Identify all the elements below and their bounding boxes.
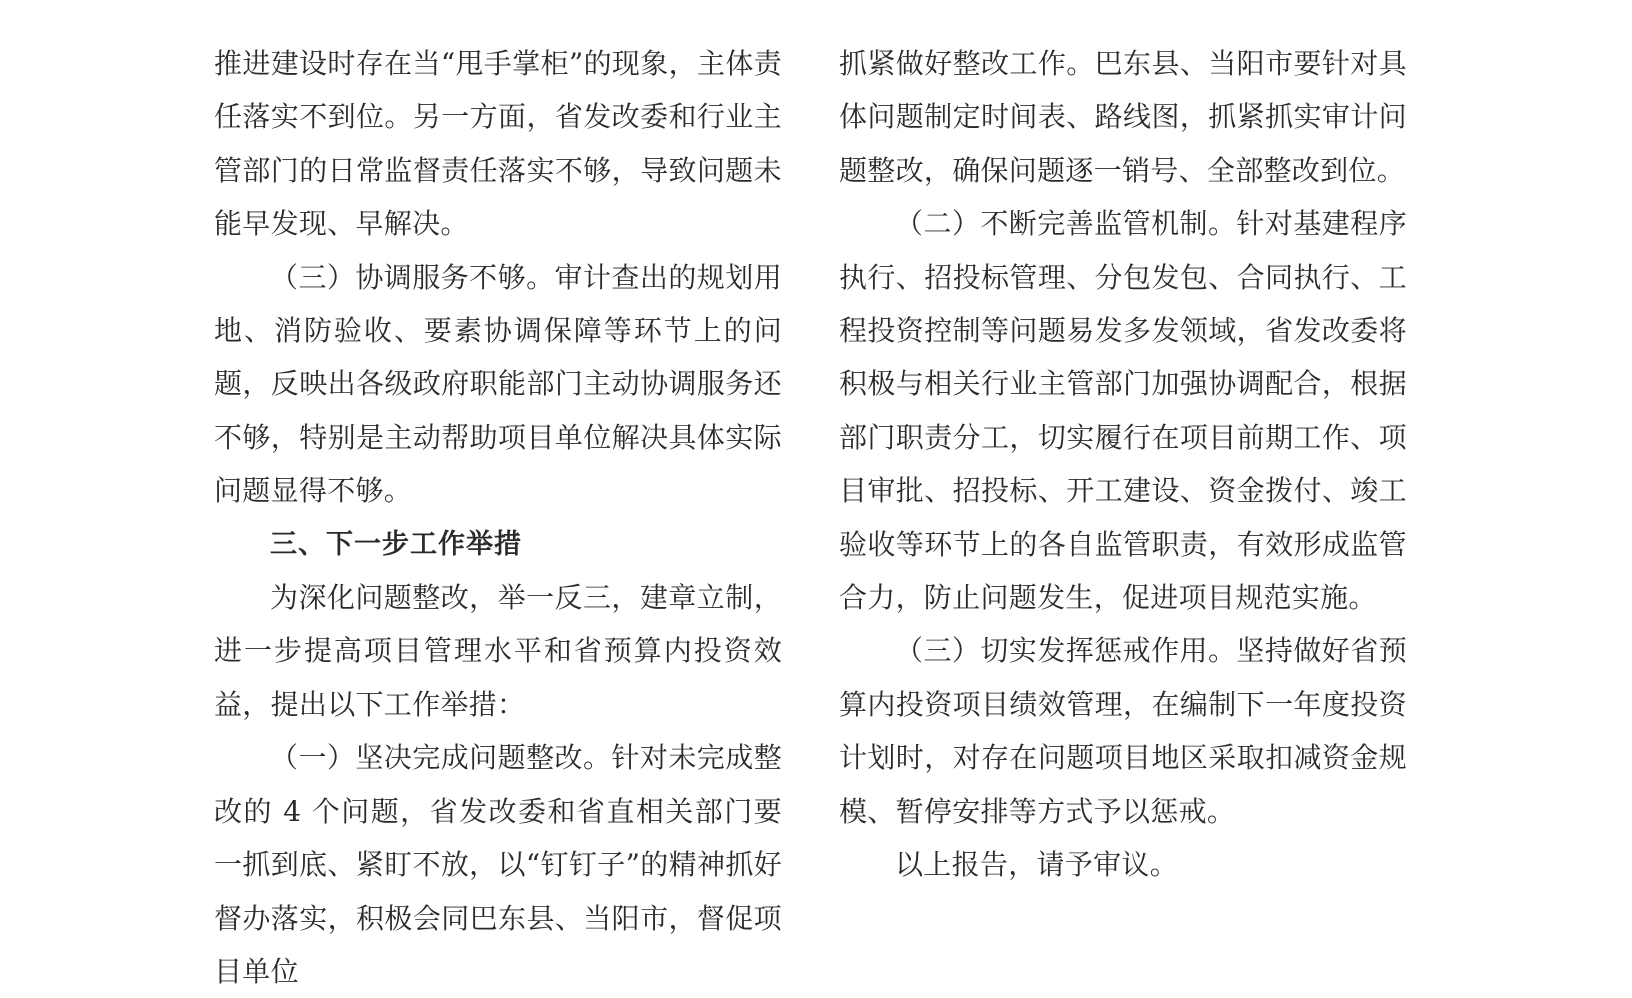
paragraph-coordination: （三）协调服务不够。审计查出的规划用地、消防验收、要素协调保障等环节上的问题，反映出各级政府职能部门主动协调服务还不够，特别是主动帮助项目单位解决具体实际问题显得不够。: [214, 260, 782, 508]
paragraph-continuation: 推进建设时存在当“甩手掌柜”的现象，主体责任落实不到位。另一方面，省发改委和行业主管部门的日常监督责任落实不够，导致问题未能早发现、早解决。: [214, 47, 782, 241]
paragraph-closing: 以上报告，请予审议。: [895, 848, 1179, 882]
section-heading: 三、下一步工作举措: [270, 528, 522, 560]
left-column: [214, 37, 782, 998]
paragraph-intro: 为深化问题整改，举一反三，建章立制，进一步提高项目管理水平和省预算内投资效益，提出以下工作举措：: [214, 581, 782, 721]
paragraph-measure-2: （二）不断完善监管机制。针对基建程序执行、招投标管理、分包发包、合同执行、工程投资控制等问题易发多发领域，省发改委将积极与相关行业主管部门加强协调配合，根据部门职责分工，切实履行在项目前期工作、项目审批、招投标、开工建设、资金拨付、竣工验收等环节上的各自监管职责，有效形成监管合力，防止问题发生，促进项目规范实施。: [839, 207, 1407, 615]
right-column: [839, 37, 1407, 892]
paragraph-measure-1: （一）坚决完成问题整改。针对未完成整改的 4 个问题，省发改委和省直相关部门要一抓到底、紧盯不放，以“钉钉子”的精神抓好督办落实，积极会同巴东县、当阳市，督促项目单位: [214, 741, 782, 988]
paragraph-continuation-right: 抓紧做好整改工作。巴东县、当阳市要针对具体问题制定时间表、路线图，抓紧抓实审计问题整改，确保问题逐一销号、全部整改到位。: [839, 47, 1407, 187]
paragraph-measure-3: （三）切实发挥惩戒作用。坚持做好省预算内投资项目绩效管理，在编制下一年度投资计划时，对存在问题项目地区采取扣减资金规模、暂停安排等方式予以惩戒。: [839, 634, 1407, 828]
